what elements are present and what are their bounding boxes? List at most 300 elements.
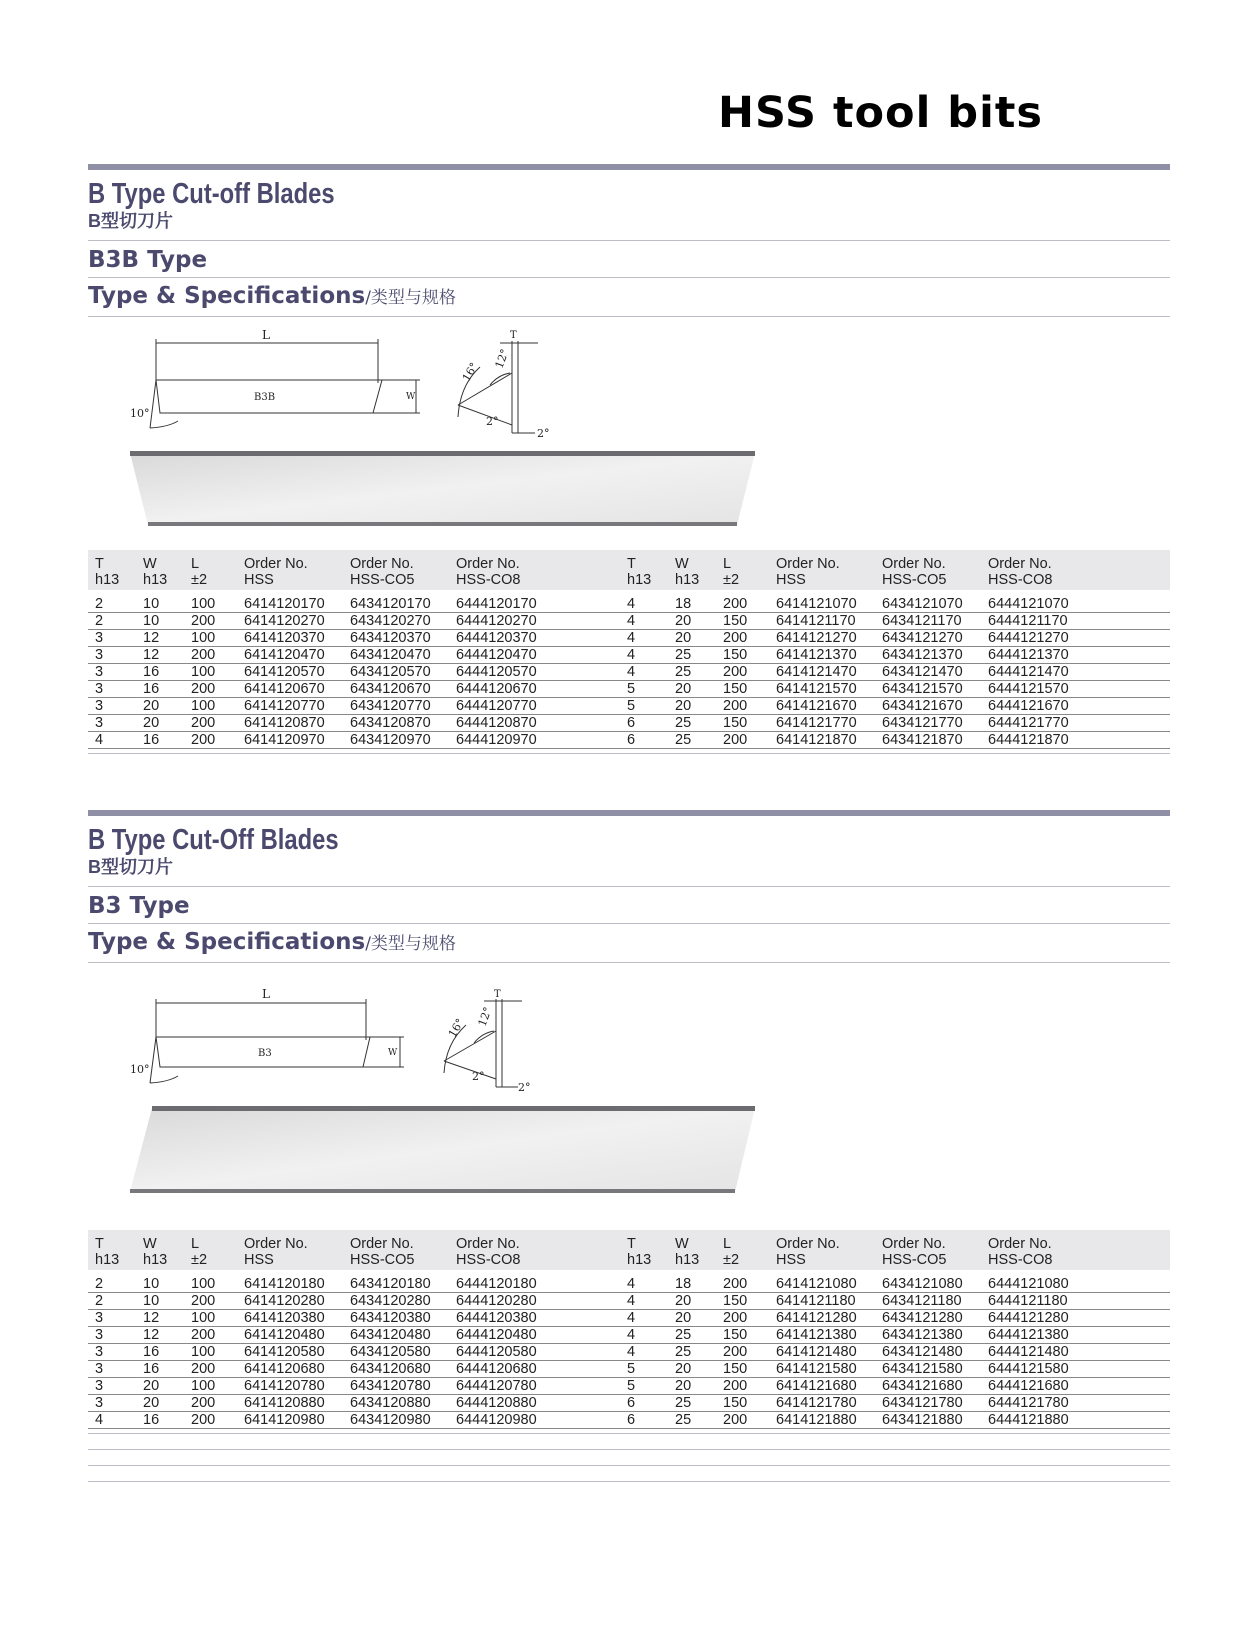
table-cell: 16 [136, 1344, 184, 1361]
length-label: L [262, 987, 270, 1001]
table-cell: 6414120680 [237, 1361, 343, 1378]
angle-2b-label: 2° [537, 427, 550, 440]
table-cell: 6444121380 [981, 1327, 1170, 1344]
col-header: Order No. HSS-CO8 [988, 1236, 1053, 1268]
table-cell: 20 [668, 698, 716, 715]
divider [88, 962, 1170, 963]
angle-2a-label: 2° [472, 1070, 485, 1083]
table-cell: 6444120580 [449, 1344, 620, 1361]
table-cell: 6444121170 [981, 613, 1170, 630]
section-heading: B Type Cut-Off Blades [88, 824, 339, 856]
table-cell: 6444120970 [449, 732, 620, 749]
table-cell: 6414121770 [769, 715, 875, 732]
b3b-spec-table [88, 550, 1170, 749]
angle-10-label: 10° [130, 407, 150, 420]
table-cell: 6444120370 [449, 630, 620, 647]
table-cell: 6434120370 [343, 630, 449, 647]
col-header: W h13 [675, 556, 700, 588]
b3b-blade-photo [130, 448, 760, 532]
table-cell: 2 [88, 590, 136, 613]
table-cell: 12 [136, 1327, 184, 1344]
table-cell: 200 [184, 1327, 237, 1344]
table-cell: 20 [668, 613, 716, 630]
table-cell: 25 [668, 1412, 716, 1429]
table-cell: 16 [136, 1361, 184, 1378]
table-cell: 6414121080 [769, 1270, 875, 1293]
table-cell: 200 [716, 1310, 769, 1327]
table-cell: 3 [88, 1378, 136, 1395]
table-row [88, 715, 1170, 732]
table-cell: 6444121180 [981, 1293, 1170, 1310]
col-header: W h13 [675, 1236, 700, 1268]
table-cell: 6444120780 [449, 1378, 620, 1395]
spec-title-en: Type & Specifications [88, 283, 366, 309]
table-cell: 5 [620, 681, 668, 698]
table-cell: 6414120570 [237, 664, 343, 681]
thickness-label: T [510, 330, 517, 341]
table-cell: 6434120680 [343, 1361, 449, 1378]
table-cell: 10 [136, 613, 184, 630]
col-header: Order No. HSS-CO8 [456, 1236, 521, 1268]
table-cell: 6444120480 [449, 1327, 620, 1344]
table-cell: 6434121370 [875, 647, 981, 664]
table-cell: 6434120970 [343, 732, 449, 749]
table-cell: 6444121680 [981, 1378, 1170, 1395]
table-cell: 200 [716, 664, 769, 681]
col-header: Order No. HSS [244, 556, 308, 588]
table-cell: 20 [668, 1378, 716, 1395]
table-cell: 200 [716, 1270, 769, 1293]
table-cell: 6414120280 [237, 1293, 343, 1310]
table-cell: 6414120970 [237, 732, 343, 749]
table-cell: 16 [136, 1412, 184, 1429]
col-header: Order No. HSS-CO5 [882, 556, 947, 588]
thickness-label: T [494, 989, 501, 1000]
table-cell: 6434120480 [343, 1327, 449, 1344]
table-cell: 6414121070 [769, 590, 875, 613]
col-header: Order No. HSS-CO5 [350, 556, 415, 588]
table-cell: 6444121480 [981, 1344, 1170, 1361]
table-cell: 6414121180 [769, 1293, 875, 1310]
table-cell: 6414121870 [769, 732, 875, 749]
table-cell: 150 [716, 681, 769, 698]
table-cell: 6444121370 [981, 647, 1170, 664]
table-cell: 16 [136, 732, 184, 749]
table-cell: 6434121870 [875, 732, 981, 749]
table-cell: 3 [88, 664, 136, 681]
divider [88, 886, 1170, 887]
table-cell: 6434121570 [875, 681, 981, 698]
table-cell: 6414121370 [769, 647, 875, 664]
table-cell: 6434121670 [875, 698, 981, 715]
table-row [88, 1327, 1170, 1344]
table-cell: 6444120270 [449, 613, 620, 630]
table-cell: 6414120670 [237, 681, 343, 698]
table-row [88, 1293, 1170, 1310]
divider [88, 753, 1170, 754]
table-cell: 3 [88, 715, 136, 732]
table-cell: 200 [716, 630, 769, 647]
divider [88, 1465, 1170, 1466]
table-cell: 18 [668, 590, 716, 613]
table-cell: 6414121280 [769, 1310, 875, 1327]
table-cell: 150 [716, 715, 769, 732]
table-cell: 6434120270 [343, 613, 449, 630]
table-cell: 200 [184, 1361, 237, 1378]
table-cell: 200 [184, 1395, 237, 1412]
table-cell: 6414120580 [237, 1344, 343, 1361]
table-cell: 20 [136, 1378, 184, 1395]
table-cell: 4 [88, 1412, 136, 1429]
table-cell: 12 [136, 1310, 184, 1327]
table-cell: 16 [136, 664, 184, 681]
table-cell: 200 [716, 590, 769, 613]
col-header: Order No. HSS-CO5 [882, 1236, 947, 1268]
table-cell: 100 [184, 664, 237, 681]
table-cell: 6414120980 [237, 1412, 343, 1429]
table-cell: 6414120780 [237, 1378, 343, 1395]
table-row [88, 647, 1170, 664]
table-cell: 6414121170 [769, 613, 875, 630]
table-cell: 6434121480 [875, 1344, 981, 1361]
table-cell: 200 [716, 1412, 769, 1429]
table-cell: 6444121580 [981, 1361, 1170, 1378]
table-cell: 20 [668, 1361, 716, 1378]
type-title: B3B Type [88, 247, 208, 273]
spec-title-cn: /类型与规格 [365, 934, 456, 954]
table-cell: 6444120180 [449, 1270, 620, 1293]
table-cell: 6444121780 [981, 1395, 1170, 1412]
table-row [88, 1361, 1170, 1378]
page-title: HSS tool bits [718, 88, 1043, 138]
table-cell: 6434121470 [875, 664, 981, 681]
table-cell: 4 [620, 613, 668, 630]
col-header: T h13 [627, 556, 652, 588]
table-cell: 6444120770 [449, 698, 620, 715]
table-cell: 18 [668, 1270, 716, 1293]
table-cell: 4 [620, 647, 668, 664]
table-cell: 6434120870 [343, 715, 449, 732]
table-cell: 6434121280 [875, 1310, 981, 1327]
section-heading-cn: B型切刀片 [88, 857, 173, 877]
table-cell: 5 [620, 1361, 668, 1378]
table-cell: 3 [88, 647, 136, 664]
col-header: T h13 [627, 1236, 652, 1268]
table-cell: 6414121880 [769, 1412, 875, 1429]
table-cell: 200 [184, 613, 237, 630]
spec-title [88, 280, 1170, 314]
table-cell: 150 [716, 1293, 769, 1310]
type-title: B3 Type [88, 893, 190, 919]
table-row [88, 698, 1170, 715]
table-cell: 200 [716, 698, 769, 715]
col-header: Order No. HSS [776, 556, 840, 588]
table-cell: 6414120370 [237, 630, 343, 647]
table-cell: 6414121270 [769, 630, 875, 647]
table-cell: 3 [88, 630, 136, 647]
spec-title-cn: /类型与规格 [365, 288, 456, 308]
table-cell: 6444120980 [449, 1412, 620, 1429]
table-cell: 6444121270 [981, 630, 1170, 647]
table-row [88, 1310, 1170, 1327]
table-row [88, 1395, 1170, 1412]
table-cell: 4 [620, 1270, 668, 1293]
table-cell: 6444121080 [981, 1270, 1170, 1293]
col-header: Order No. HSS [776, 1236, 840, 1268]
table-row [88, 681, 1170, 698]
col-header: Order No. HSS-CO8 [456, 556, 521, 588]
table-body [88, 1270, 1170, 1429]
table-cell: 6434121270 [875, 630, 981, 647]
table-cell: 6414121480 [769, 1344, 875, 1361]
angle-12-label: 12° [492, 347, 512, 371]
table-cell: 200 [184, 647, 237, 664]
table-cell: 100 [184, 1344, 237, 1361]
table-row [88, 613, 1170, 630]
table-cell: 6434121880 [875, 1412, 981, 1429]
length-label: L [262, 328, 270, 342]
table-row [88, 1412, 1170, 1429]
table-cell: 16 [136, 681, 184, 698]
table-cell: 6444120380 [449, 1310, 620, 1327]
angle-2a-label: 2° [486, 415, 499, 428]
table-cell: 5 [620, 1378, 668, 1395]
table-cell: 4 [620, 590, 668, 613]
table-cell: 6444121870 [981, 732, 1170, 749]
table-cell: 6414121780 [769, 1395, 875, 1412]
table-cell: 6434121070 [875, 590, 981, 613]
table-cell: 150 [716, 1327, 769, 1344]
table-cell: 6434120980 [343, 1412, 449, 1429]
table-cell: 20 [668, 681, 716, 698]
table-cell: 6414120880 [237, 1395, 343, 1412]
table-cell: 6434121580 [875, 1361, 981, 1378]
table-row [88, 1378, 1170, 1395]
table-cell: 6444120870 [449, 715, 620, 732]
table-header-row [88, 1230, 1170, 1270]
table-cell: 6434120380 [343, 1310, 449, 1327]
col-header: L ±2 [191, 556, 208, 588]
blade-label: B3 [258, 1048, 272, 1059]
spec-title [88, 926, 1170, 960]
table-row [88, 1344, 1170, 1361]
table-cell: 6434121180 [875, 1293, 981, 1310]
table-cell: 6414121570 [769, 681, 875, 698]
table-row [88, 1270, 1170, 1293]
col-header: Order No. HSS-CO5 [350, 1236, 415, 1268]
col-header: T h13 [95, 556, 120, 588]
table-cell: 100 [184, 1310, 237, 1327]
angle-10-label: 10° [130, 1063, 150, 1076]
table-cell: 6444121070 [981, 590, 1170, 613]
table-cell: 3 [88, 698, 136, 715]
b3-blade-photo [130, 1102, 760, 1196]
b3-spec-table [88, 1230, 1170, 1429]
table-cell: 25 [668, 1327, 716, 1344]
table-cell: 6414121580 [769, 1361, 875, 1378]
section-bar [88, 810, 1170, 816]
table-cell: 25 [668, 664, 716, 681]
divider [88, 1481, 1170, 1482]
table-cell: 6 [620, 1395, 668, 1412]
table-cell: 6414120770 [237, 698, 343, 715]
table-cell: 6434120280 [343, 1293, 449, 1310]
table-cell: 6434120770 [343, 698, 449, 715]
table-row [88, 590, 1170, 613]
divider [88, 277, 1170, 278]
table-cell: 150 [716, 1395, 769, 1412]
table-cell: 10 [136, 590, 184, 613]
table-cell: 200 [716, 732, 769, 749]
table-cell: 150 [716, 647, 769, 664]
table-cell: 200 [716, 1344, 769, 1361]
table-cell: 20 [668, 1293, 716, 1310]
table-cell: 6434121680 [875, 1378, 981, 1395]
table-cell: 6434120570 [343, 664, 449, 681]
table-cell: 6414120470 [237, 647, 343, 664]
table-cell: 6434120470 [343, 647, 449, 664]
table-row [88, 630, 1170, 647]
b3-technical-drawing [120, 985, 560, 1110]
table-body [88, 590, 1170, 749]
table-cell: 20 [136, 698, 184, 715]
blade-label: B3B [254, 392, 276, 403]
col-header: Order No. HSS-CO8 [988, 556, 1053, 588]
table-cell: 25 [668, 715, 716, 732]
table-cell: 6444121570 [981, 681, 1170, 698]
table-cell: 200 [184, 715, 237, 732]
table-cell: 6444121470 [981, 664, 1170, 681]
table-cell: 25 [668, 647, 716, 664]
col-header: Order No. HSS [244, 1236, 308, 1268]
section-b3-header [88, 810, 1170, 963]
table-cell: 6444121280 [981, 1310, 1170, 1327]
table-cell: 4 [620, 630, 668, 647]
section-heading: B Type Cut-off Blades [88, 178, 335, 210]
table-cell: 6 [620, 732, 668, 749]
table-cell: 3 [88, 1344, 136, 1361]
table-cell: 6434121080 [875, 1270, 981, 1293]
spec-title-en: Type & Specifications [88, 929, 366, 955]
table-cell: 6434121780 [875, 1395, 981, 1412]
table-cell: 10 [136, 1293, 184, 1310]
table-cell: 6414120380 [237, 1310, 343, 1327]
table-cell: 3 [88, 1361, 136, 1378]
table-cell: 200 [184, 1412, 237, 1429]
divider [88, 1433, 1170, 1434]
table-header-row [88, 550, 1170, 590]
angle-2b-label: 2° [518, 1081, 531, 1094]
table-cell: 6444120680 [449, 1361, 620, 1378]
width-label: W [388, 1048, 398, 1058]
table-cell: 10 [136, 1270, 184, 1293]
table-cell: 6434120180 [343, 1270, 449, 1293]
table-cell: 4 [620, 1293, 668, 1310]
table-cell: 6434120670 [343, 681, 449, 698]
table-cell: 6444121770 [981, 715, 1170, 732]
table-cell: 200 [184, 732, 237, 749]
b3b-technical-drawing [120, 325, 560, 450]
table-cell: 25 [668, 1344, 716, 1361]
col-header: L ±2 [723, 556, 740, 588]
table-cell: 6 [620, 1412, 668, 1429]
table-cell: 100 [184, 698, 237, 715]
table-cell: 6434120780 [343, 1378, 449, 1395]
col-header: W h13 [143, 1236, 168, 1268]
table-cell: 25 [668, 1395, 716, 1412]
table-cell: 150 [716, 613, 769, 630]
table-cell: 4 [620, 1344, 668, 1361]
table-cell: 200 [716, 1378, 769, 1395]
table-cell: 100 [184, 1378, 237, 1395]
table-cell: 6414120170 [237, 590, 343, 613]
table-cell: 6414121680 [769, 1378, 875, 1395]
table-cell: 6414120870 [237, 715, 343, 732]
table-cell: 3 [88, 681, 136, 698]
table-cell: 6 [620, 715, 668, 732]
table-cell: 6444121670 [981, 698, 1170, 715]
table-cell: 6414121470 [769, 664, 875, 681]
table-cell: 20 [668, 1310, 716, 1327]
table-cell: 6444120880 [449, 1395, 620, 1412]
col-header: T h13 [95, 1236, 120, 1268]
table-cell: 6444121880 [981, 1412, 1170, 1429]
table-row [88, 732, 1170, 749]
table-cell: 12 [136, 630, 184, 647]
divider [88, 240, 1170, 241]
col-header: W h13 [143, 556, 168, 588]
table-cell: 6444120170 [449, 590, 620, 613]
table-cell: 200 [184, 1293, 237, 1310]
table-cell: 6414120480 [237, 1327, 343, 1344]
table-cell: 200 [184, 681, 237, 698]
section-heading-cn: B型切刀片 [88, 211, 173, 231]
table-cell: 6434121380 [875, 1327, 981, 1344]
table-cell: 6414120180 [237, 1270, 343, 1293]
table-cell: 150 [716, 1361, 769, 1378]
table-cell: 4 [620, 1310, 668, 1327]
table-cell: 6444120570 [449, 664, 620, 681]
table-cell: 20 [136, 1395, 184, 1412]
table-cell: 6414121380 [769, 1327, 875, 1344]
section-b3b-header [88, 164, 1170, 317]
table-cell: 4 [620, 664, 668, 681]
table-cell: 20 [136, 715, 184, 732]
table-cell: 5 [620, 698, 668, 715]
table-cell: 3 [88, 1310, 136, 1327]
angle-16-label: 16° [459, 360, 481, 384]
table-cell: 6444120670 [449, 681, 620, 698]
table-cell: 6434120580 [343, 1344, 449, 1361]
table-cell: 6414120270 [237, 613, 343, 630]
table-cell: 2 [88, 1293, 136, 1310]
table-cell: 12 [136, 647, 184, 664]
table-cell: 6434121770 [875, 715, 981, 732]
table-cell: 6414121670 [769, 698, 875, 715]
table-cell: 6444120280 [449, 1293, 620, 1310]
section-bar [88, 164, 1170, 170]
table-cell: 2 [88, 613, 136, 630]
table-cell: 6434121170 [875, 613, 981, 630]
table-cell: 4 [620, 1327, 668, 1344]
table-cell: 3 [88, 1395, 136, 1412]
table-cell: 100 [184, 590, 237, 613]
width-label: W [406, 392, 416, 402]
table-cell: 4 [88, 732, 136, 749]
table-row [88, 664, 1170, 681]
table-cell: 6434120880 [343, 1395, 449, 1412]
table-cell: 100 [184, 1270, 237, 1293]
